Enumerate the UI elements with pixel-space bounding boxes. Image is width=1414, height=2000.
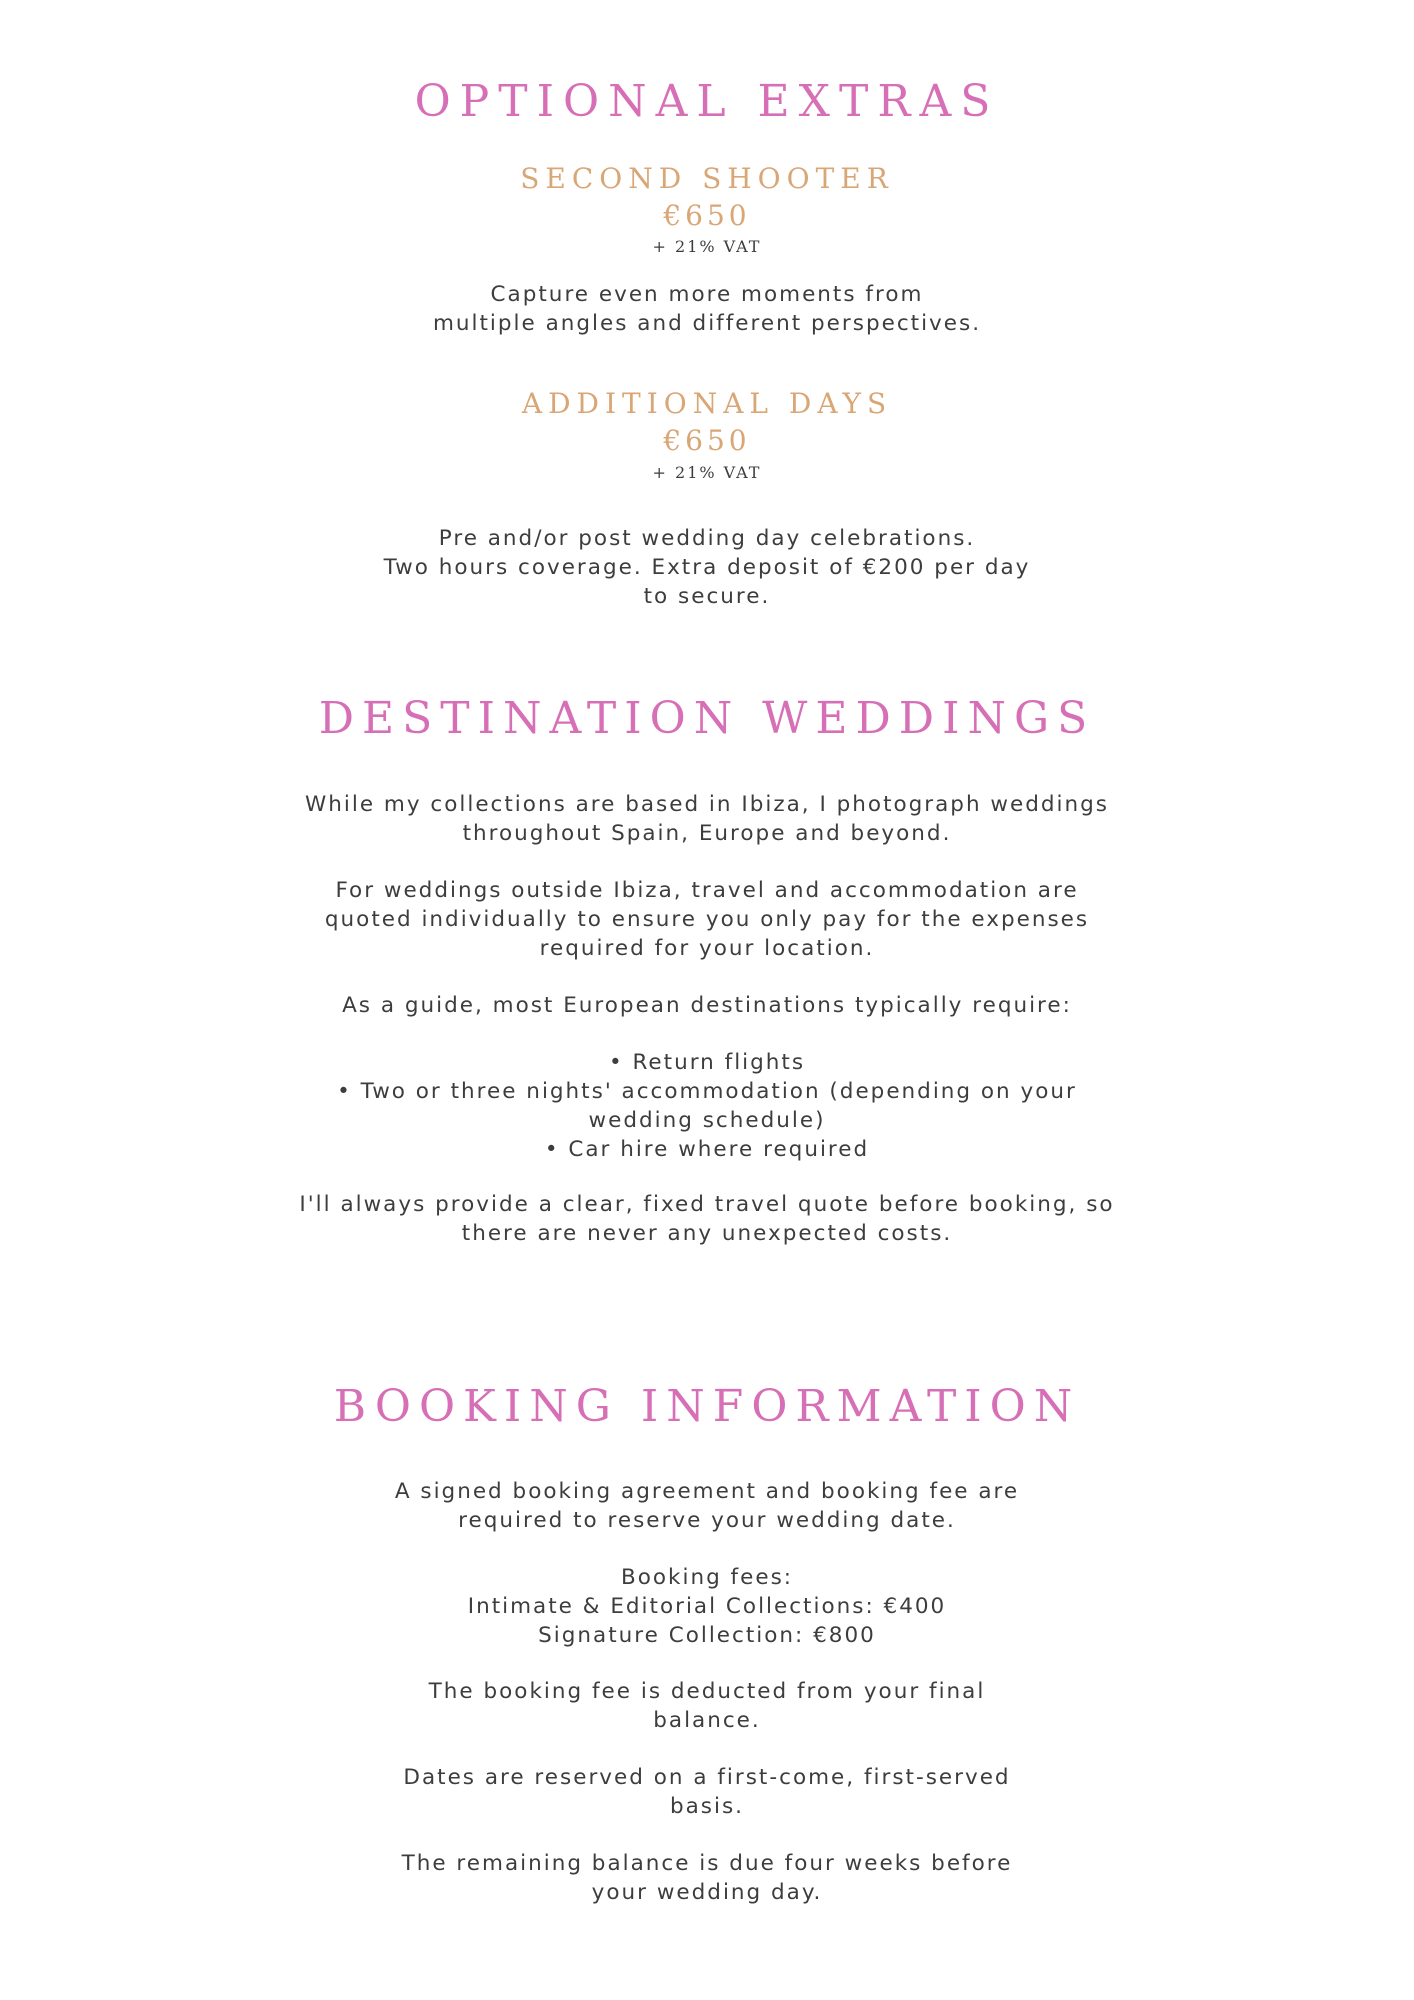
booking-fees [0, 1563, 1414, 1650]
text-line: The remaining balance is due four weeks before [401, 1851, 1013, 1876]
text-line: Intimate & Editorial Collections: €400 [467, 1594, 947, 1619]
text-line: required to reserve your wedding date. [458, 1508, 956, 1533]
booking-information-title: BOOKING INFORMATION [333, 1381, 1081, 1432]
destination-weddings-title: DESTINATION WEDDINGS [318, 693, 1096, 744]
booking-remaining-balance [0, 1849, 1414, 1907]
text-line: A signed booking agreement and booking fee are [394, 1479, 1020, 1504]
additional-days-description [0, 524, 1414, 611]
additional-days-title: ADDITIONAL DAYS [521, 387, 893, 420]
list-item: wedding schedule) [588, 1108, 826, 1133]
text-line: I'll always provide a clear, fixed travel quote before booking, so [299, 1192, 1115, 1217]
text-line: your wedding day. [591, 1880, 823, 1905]
text-line: balance. [653, 1708, 761, 1733]
list-item: • Two or three nights' accommodation (depending on your [337, 1079, 1077, 1104]
text-line: The booking fee is deducted from your final [428, 1679, 986, 1704]
second-shooter-title: SECOND SHOOTER [520, 162, 894, 195]
text-line: For weddings outside Ibiza, travel and accommodation are [335, 878, 1079, 903]
text-line: multiple angles and different perspectives. [432, 311, 982, 336]
text-line: Dates are reserved on a first-come, first-served [403, 1765, 1011, 1790]
additional-days-price: €650 [663, 424, 751, 457]
text-line: basis. [669, 1794, 745, 1819]
list-item: • Return flights [608, 1050, 806, 1075]
list-item: • Car hire where required [544, 1137, 870, 1162]
text-line: While my collections are based in Ibiza, I photograph weddings [305, 792, 1109, 817]
text-line: to secure. [643, 584, 771, 609]
second-shooter-description [0, 280, 1414, 338]
destination-requirements-list [0, 1048, 1414, 1164]
second-shooter-vat: + 21% VAT [652, 237, 762, 256]
text-line: there are never any unexpected costs. [461, 1221, 953, 1246]
text-line: Pre and/or post wedding day celebrations. [438, 526, 976, 551]
text-line: Booking fees: [620, 1565, 794, 1590]
text-line: Two hours coverage. Extra deposit of €200 per day [383, 555, 1031, 580]
text-line: Signature Collection: €800 [538, 1623, 876, 1648]
destination-guide: As a guide, most European destinations typically require: [342, 993, 1072, 1018]
text-line: throughout Spain, Europe and beyond. [462, 821, 952, 846]
destination-quote [0, 1190, 1414, 1248]
second-shooter-price: €650 [663, 199, 751, 232]
booking-dates-reserved [0, 1763, 1414, 1821]
optional-extras-title: OPTIONAL EXTRAS [414, 76, 1000, 127]
destination-outside-ibiza [0, 876, 1414, 963]
text-line: required for your location. [539, 936, 875, 961]
additional-days-vat: + 21% VAT [652, 463, 762, 482]
text-line: quoted individually to ensure you only pay for the expenses [324, 907, 1090, 932]
text-line: Capture even more moments from [490, 282, 924, 307]
booking-agreement [0, 1477, 1414, 1535]
destination-intro [0, 790, 1414, 848]
booking-fee-deducted [0, 1677, 1414, 1735]
